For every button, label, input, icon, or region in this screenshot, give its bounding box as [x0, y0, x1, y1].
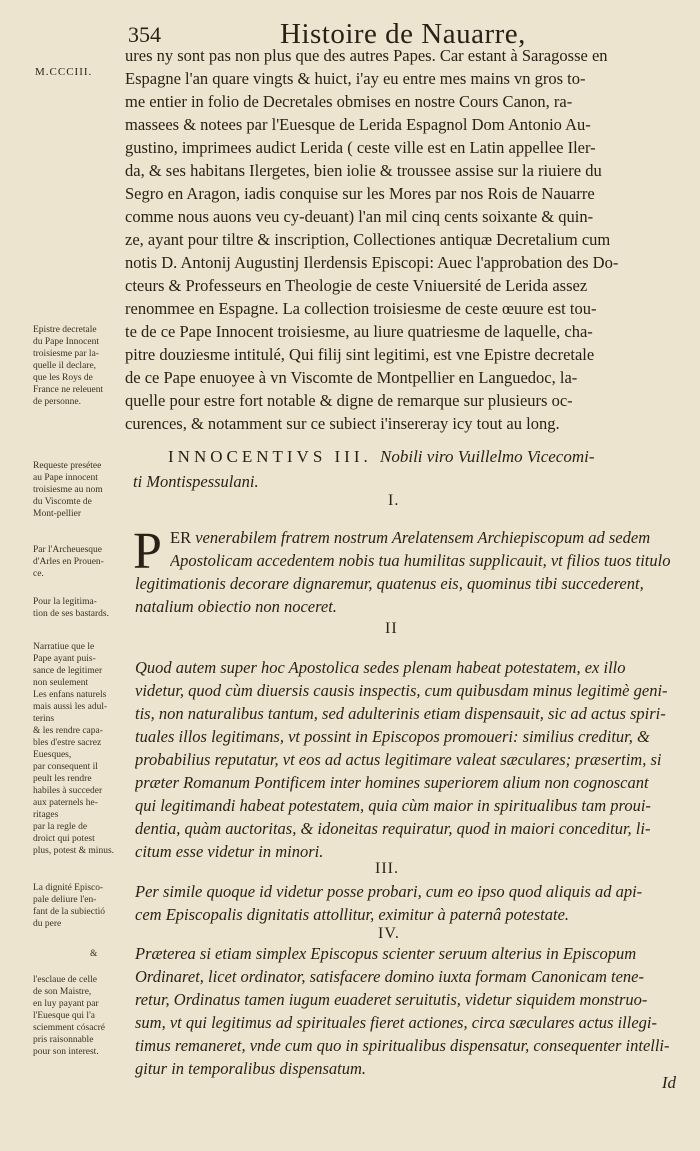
marginal-m6-line-1: La dignité Episco- [33, 883, 104, 893]
pope-name: INNOCENTIVS III. [168, 447, 372, 466]
intro-line-7: Segro en Aragon, iadis conquise sur les Mores par nos Rois de Nauarre [125, 184, 595, 203]
marginal-m7-line-1: & [90, 949, 98, 959]
section-2-line-4: tuales illos legitimans, vt possint in Episcopos promoueri: similius creditur, & [135, 727, 650, 746]
marginal-m6-line-3: fant de la subiectió [33, 907, 106, 917]
first-word: ER [170, 528, 192, 547]
marginal-note-legitimation [33, 596, 128, 620]
marginal-m6-line-2: pale deliure l'en- [33, 895, 97, 905]
marginal-m1-line-6: France ne releuent [33, 385, 104, 395]
intro-line-15: de ce Pape enuoyee à vn Viscomte de Montpellier en Languedoc, la- [125, 368, 578, 387]
section-1-line-4: natalium obiectio non noceret. [135, 597, 337, 616]
intro-line-17: curences, & notamment sur ce subiect i'insereray icy tout au long. [125, 414, 560, 433]
marginal-m6-line-4: du pere [33, 919, 62, 929]
marginal-m5-line-17: droict qui potest [33, 834, 95, 844]
marginal-m8-line-3: en luy payant par [33, 999, 99, 1009]
marginal-m1-line-5: que les Roys de [33, 373, 93, 383]
marginal-m4-line-1: Pour la legitima- [33, 597, 97, 607]
intro-line-2: Espagne l'an quare vingts & huict, i'ay eu entre mes mains vn gros to- [125, 69, 586, 88]
marginal-m2-line-4: du Viscomte de [33, 497, 92, 507]
section-4-line-4: sum, vt qui legitimus ad spirituales fieret actiones, circa sæculares actus illegi- [135, 1013, 657, 1032]
section-2-line-3: tis, non naturalibus tantum, sed adulterinis etiam dispensauit, sic ad actus spiri- [135, 704, 666, 723]
marginal-m5-line-3: sance de legitimer [33, 666, 103, 676]
section-1-line-1: venerabilem fratrem nostrum Arelatensem Archiepiscopum ad sedem [195, 528, 651, 547]
marginal-m5-line-16: par la regle de [33, 822, 88, 832]
section-1-rest [135, 572, 685, 618]
section-numeral-2: II [385, 620, 398, 637]
marginal-m3-line-1: Par l'Archeuesque [33, 545, 102, 555]
marginal-m8-line-2: de son Maistre, [33, 987, 92, 997]
intro-line-5: gustino, imprimees audict Lerida ( ceste ville est en Latin appellee Iler- [125, 138, 596, 157]
letter-address: Nobili viro Vuillelmo Vicecomi- [380, 447, 595, 466]
section-2-line-5: probabilius reputatur, vt eos ad actus legitimare valeat sæculares; præsertim, si [135, 750, 662, 769]
marginal-m1-line-3: troisiesme par la- [33, 349, 99, 359]
marginal-m8-line-1: l'esclaue de celle [33, 975, 97, 985]
marginal-m5-line-4: non seulement [33, 678, 89, 688]
marginal-note-dignite [33, 882, 128, 930]
section-4-line-1: Præterea si etiam simplex Episcopus scienter seruum alterius in Episcopum [135, 944, 637, 963]
page-number: 354 [128, 22, 161, 47]
marginal-m5-line-15: ritages [33, 810, 59, 820]
marginal-m5-line-9: bles d'estre sacrez [33, 738, 102, 748]
margin-year: M.CCCIII. [35, 66, 93, 78]
intro-line-6: da, & ses habitans Ilergetes, bien iolie & troussee assise sur la riuiere du [125, 161, 602, 180]
section-4-line-2: Ordinaret, licet ordinator, satisfacere domino iuxta formam Canonicam tene- [135, 967, 645, 986]
section-3 [135, 880, 685, 926]
intro-line-16: quelle pour estre fort notable & digne de remarque sur plusieurs oc- [125, 391, 573, 410]
section-4 [135, 942, 685, 1080]
marginal-m8-line-5: sciemment cósacré [33, 1023, 106, 1033]
marginal-m2-line-5: Mont-pellier [33, 509, 82, 519]
intro-line-10: notis D. Antonij Augustinj Ilerdensis Episcopi: Auec l'approbation des Do- [125, 253, 619, 272]
section-2-line-7: qui legitimandi habeat potestatem, quia cùm maior in spiritualibus tam proui- [135, 796, 651, 815]
intro-paragraph [125, 44, 685, 435]
marginal-m4-line-2: tion de ses bastards. [33, 609, 109, 619]
marginal-m5-line-6: mais aussi les adul- [33, 702, 108, 712]
marginal-m5-line-5: Les enfans naturels [33, 690, 107, 700]
letter-rubric [168, 447, 595, 467]
marginal-m8-line-7: pour son interest. [33, 1047, 99, 1057]
section-1-line-2: Apostolicam accedentem nobis tua humilitas supplicauit, vt filios tuos titulo [170, 551, 671, 570]
section-2-line-9: citum esse videtur in minori. [135, 842, 324, 861]
section-1-first-line [170, 526, 680, 572]
intro-line-3: me entier in folio de Decretales obmises en nostre Cours Canon, ra- [125, 92, 573, 111]
marginal-m5-line-14: aux paternels he- [33, 798, 98, 808]
intro-line-9: ze, ayant pour tiltre & inscription, Collectiones antiquæ Decretalium cum [125, 230, 611, 249]
section-2-line-8: dentia, quàm auctoritas, & idoneitas requiratur, quod in maiori conceditur, li- [135, 819, 651, 838]
marginal-note-narratiue [33, 641, 128, 857]
section-3-line-2: cem Episcopalis dignitatis attollitur, eximitur à paternâ potestate. [135, 905, 570, 924]
intro-line-13: te de ce Pape Innocent troisiesme, au liure quatriesme de laquelle, cha- [125, 322, 593, 341]
section-2 [135, 656, 685, 863]
intro-line-8: comme nous auons veu cy-deuant) l'an mil cinq cents soixante & quin- [125, 207, 594, 226]
section-numeral-4: IV. [378, 925, 400, 942]
marginal-m3-line-3: ce. [33, 569, 44, 579]
marginal-m5-line-1: Narratiue que le [33, 642, 95, 652]
marginal-m5-line-18: plus, potest & minus. [33, 846, 115, 856]
marginal-m5-line-10: Euesques, [33, 750, 72, 760]
marginal-m5-line-7: terins [33, 714, 55, 724]
marginal-note-archeuesque [33, 544, 128, 580]
marginal-m8-line-4: l'Euesque qui l'a [33, 1011, 95, 1021]
intro-line-11: cteurs & Professeurs en Theologie de ceste Vniuersité de Lerida assez [125, 276, 588, 295]
section-2-line-1: Quod autem super hoc Apostolica sedes plenam habeat potestatem, ex illo [135, 658, 626, 677]
section-4-line-6: gitur in temporalibus dispensatum. [135, 1059, 367, 1078]
marginal-note-epistre [33, 324, 128, 408]
marginal-m1-line-7: de personne. [33, 397, 82, 407]
drop-cap: P [133, 523, 162, 580]
marginal-m2-line-2: au Pape innocent [33, 473, 98, 483]
marginal-m5-line-2: Pape ayant puis- [33, 654, 96, 664]
marginal-m5-line-11: par consequent il [33, 762, 98, 772]
section-4-line-3: retur, Ordinatus tamen iugum euaderet seruitutis, videtur siquidem monstruo- [135, 990, 648, 1009]
marginal-m1-line-1: Epistre decretale [33, 325, 97, 335]
running-title: Histoire de Nauarre, [280, 18, 526, 50]
marginal-m1-line-2: du Pape Innocent [33, 337, 99, 347]
catchword: Id [661, 1073, 676, 1092]
section-4-line-5: timus remaneret, vnde cum quo in spiritualibus dispensatur, consequenter intelli- [135, 1036, 670, 1055]
marginal-note-esclaue [33, 974, 128, 1058]
intro-line-14: pitre douziesme intitulé, Qui filij sint legitimi, est vne Epistre decretale [125, 345, 595, 364]
marginal-m5-line-12: peult les rendre [33, 774, 92, 784]
section-2-line-6: præter Romanum Pontificem inter homines superiorem alium non cognoscant [135, 773, 649, 792]
intro-line-1: ures ny sont pas non plus que des autres Papes. Car estant à Saragosse en [125, 46, 608, 65]
marginal-m3-line-2: d'Arles en Prouen- [33, 557, 104, 567]
section-numeral-3: III. [375, 860, 399, 877]
section-1-line-3: legitimationis decorare dignaremur, quatenus eis, quominus tibi succederent, [135, 574, 644, 593]
section-numeral-1: I. [388, 492, 400, 509]
intro-line-12: renommee en Espagne. La collection troisiesme de ceste œuure est tou- [125, 299, 597, 318]
marginal-m1-line-4: quelle il declare, [33, 361, 97, 371]
intro-line-4: massees & notees par l'Euesque de Lerida Espagnol Dom Antonio Au- [125, 115, 591, 134]
marginal-m5-line-8: & les rendre capa- [33, 726, 103, 736]
marginal-m5-line-13: habiles à succeder [33, 786, 103, 796]
marginal-m2-line-1: Requeste presétee [33, 461, 102, 471]
section-3-line-1: Per simile quoque id videtur posse probari, cum eo ipso quod aliquis ad api- [135, 882, 643, 901]
letter-address-cont: ti Montispessulani. [133, 472, 259, 491]
marginal-m8-line-6: pris raisonnable [33, 1035, 94, 1045]
marginal-note-requeste [33, 460, 128, 520]
section-2-line-2: videtur, quod cùm diuersis causis inspectis, cum quibusdam minus legitimè geni- [135, 681, 668, 700]
marginal-m2-line-3: troisiesme au nom [33, 485, 103, 495]
